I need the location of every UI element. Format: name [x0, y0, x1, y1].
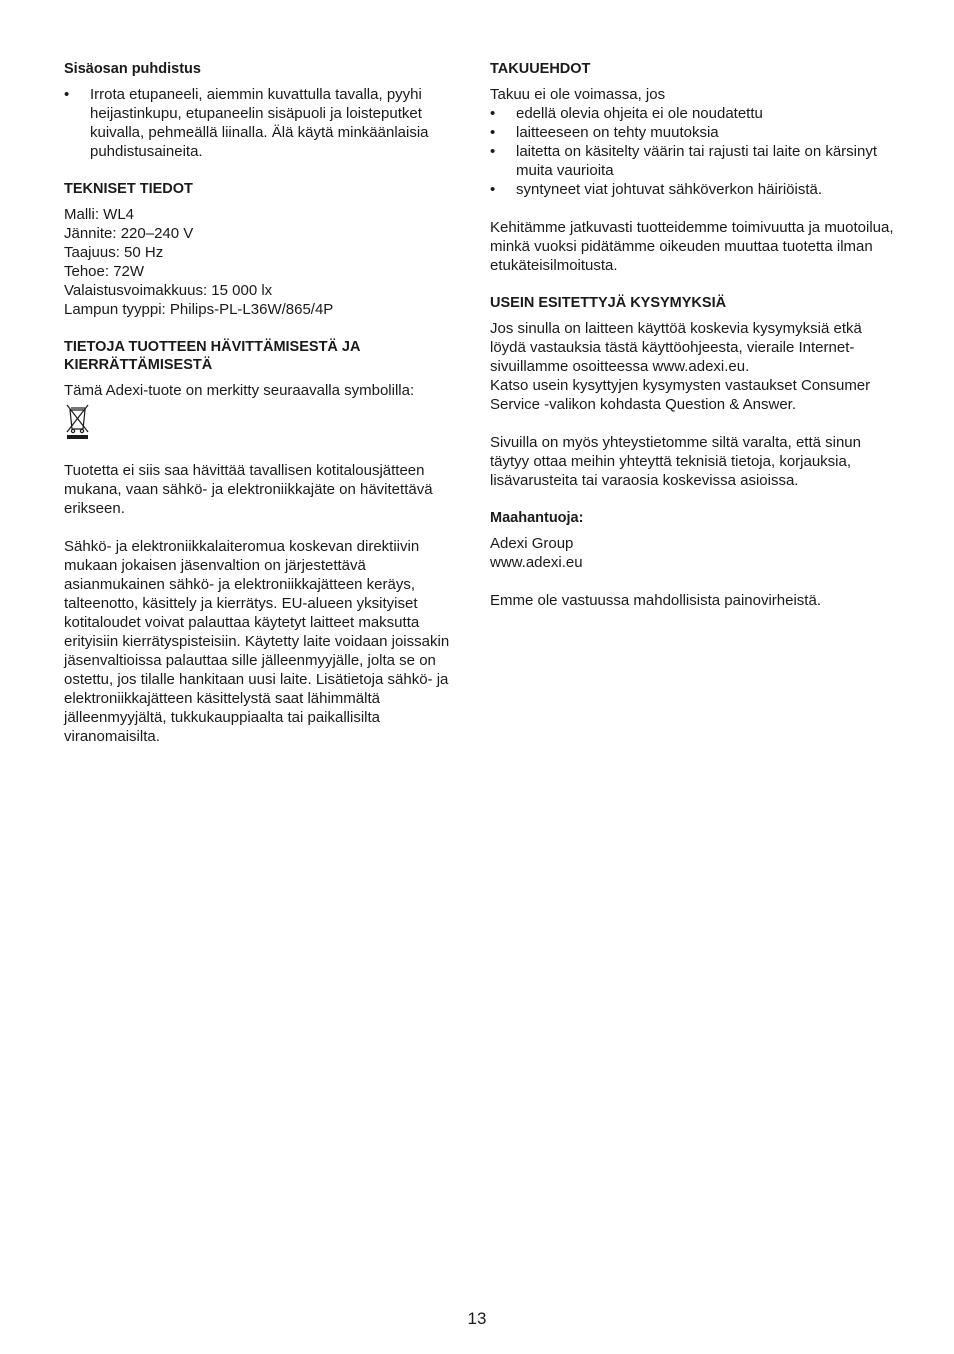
- warranty-heading: TAKUUEHDOT: [490, 61, 591, 77]
- disposal-section: [64, 338, 464, 746]
- spec-line: Jännite: 220–240 V: [64, 225, 194, 242]
- crossed-out-wheelie-bin-icon: [64, 402, 464, 442]
- list-item: • laitetta on käsitelty väärin tai rajusti tai laite on kärsinyt muita vaurioita: [490, 142, 900, 180]
- list-item: • edellä olevia ohjeita ei ole noudatettu: [490, 104, 900, 123]
- warranty-paragraph: Kehitämme jatkuvasti tuotteidemme toimivuutta ja muotoilua, minkä vuoksi pidätämme oikeuden muuttaa tuotetta ilman etukäteisilmoitusta.: [490, 219, 894, 274]
- specs-section: [64, 180, 464, 319]
- disposal-heading: TIETOJA TUOTTEEN HÄVITTÄMISESTÄ JA KIERRÄTTÄMISESTÄ: [64, 339, 360, 373]
- disposal-paragraph-2: Sähkö- ja elektroniikkalaiteromua koskevan direktiivin mukaan jokaisen jäsenvaltion on järjestettävä asianmukainen sähkö- ja elektroniikkajätteen keräys, talteenotto, käsittely ja kierrätys. EU-alueen yksityiset kotitaloudet voivat palauttaa käytetyt laitteet maksutta erityisiin kierrätyspisteisiin. Käytetty laite voidaan joissakin jäsenvaltioissa palauttaa sille jälleenmyyjälle, jolta se on ostettu, jos tilalle hankitaan uusi laite. Lisätietoja sähkö- ja elektroniikkajätteen käsittelystä saat lähimmältä jälleenmyyjältä, tukkukauppiaalta tai paikallisilta viranomaisilta.: [64, 538, 450, 745]
- importer-heading: Maahantuoja:: [490, 510, 584, 526]
- warranty-list: [490, 104, 900, 199]
- faq-paragraph-3: Sivuilla on myös yhteystietomme siltä varalta, että sinun täytyy ottaa meihin yhteyttä teknisiä tietoja, korjauksia, lisävarusteita tai varaosia koskevissa asioissa.: [490, 434, 861, 489]
- specs-heading: TEKNISET TIEDOT: [64, 181, 193, 197]
- disposal-paragraph-1: Tuotetta ei siis saa hävittää tavallisen kotitalousjätteen mukana, vaan sähkö- ja elektroniikkajäte on hävitettävä erikseen.: [64, 462, 433, 517]
- importer-name: Adexi Group: [490, 535, 574, 552]
- list-item: • laitteeseen on tehty muutoksia: [490, 123, 900, 142]
- faq-heading: USEIN ESITETTYJÄ KYSYMYKSIÄ: [490, 295, 727, 311]
- cleaning-section: [64, 60, 464, 161]
- disclaimer: Emme ole vastuussa mahdollisista painovirheistä.: [490, 592, 821, 609]
- importer-website: www.adexi.eu: [490, 554, 583, 571]
- page-number: 13: [467, 1309, 487, 1328]
- list-item: • Irrota etupaneeli, aiemmin kuvattulla tavalla, pyyhi heijastinkupu, etupaneelin sisäpuoli ja loisteputket kuivalla, pehmeällä liinalla. Älä käytä minkäänlaisia puhdistusaineita.: [64, 85, 464, 161]
- cleaning-list: [64, 85, 464, 161]
- faq-section: [490, 294, 900, 490]
- spec-line: Taajuus: 50 Hz: [64, 244, 164, 261]
- warranty-intro: Takuu ei ole voimassa, jos: [490, 86, 666, 103]
- spec-line: Valaistusvoimakkuus: 15 000 lx: [64, 282, 273, 299]
- spec-line: Tehoe: 72W: [64, 263, 145, 280]
- right-column: [490, 60, 900, 610]
- faq-paragraph-2: Katso usein kysyttyjen kysymysten vastaukset Consumer Service -valikon kohdasta Question & Answer.: [490, 377, 871, 413]
- list-item: • syntyneet viat johtuvat sähköverkon häiriöistä.: [490, 180, 900, 199]
- spec-line: Malli: WL4: [64, 206, 135, 223]
- left-column: [64, 60, 464, 746]
- faq-paragraph-1: Jos sinulla on laitteen käyttöä koskevia kysymyksiä etkä löydä vastauksia tästä käyttöohjeesta, vieraile Internet-sivuillamme osoitteessa www.adexi.eu.: [490, 320, 862, 375]
- disposal-intro: Tämä Adexi-tuote on merkitty seuraavalla symbolilla:: [64, 382, 415, 399]
- importer-section: [490, 509, 900, 610]
- warranty-section: [490, 60, 900, 275]
- cleaning-heading: Sisäosan puhdistus: [64, 61, 201, 77]
- spec-line: Lampun tyyppi: Philips-PL-L36W/865/4P: [64, 301, 334, 318]
